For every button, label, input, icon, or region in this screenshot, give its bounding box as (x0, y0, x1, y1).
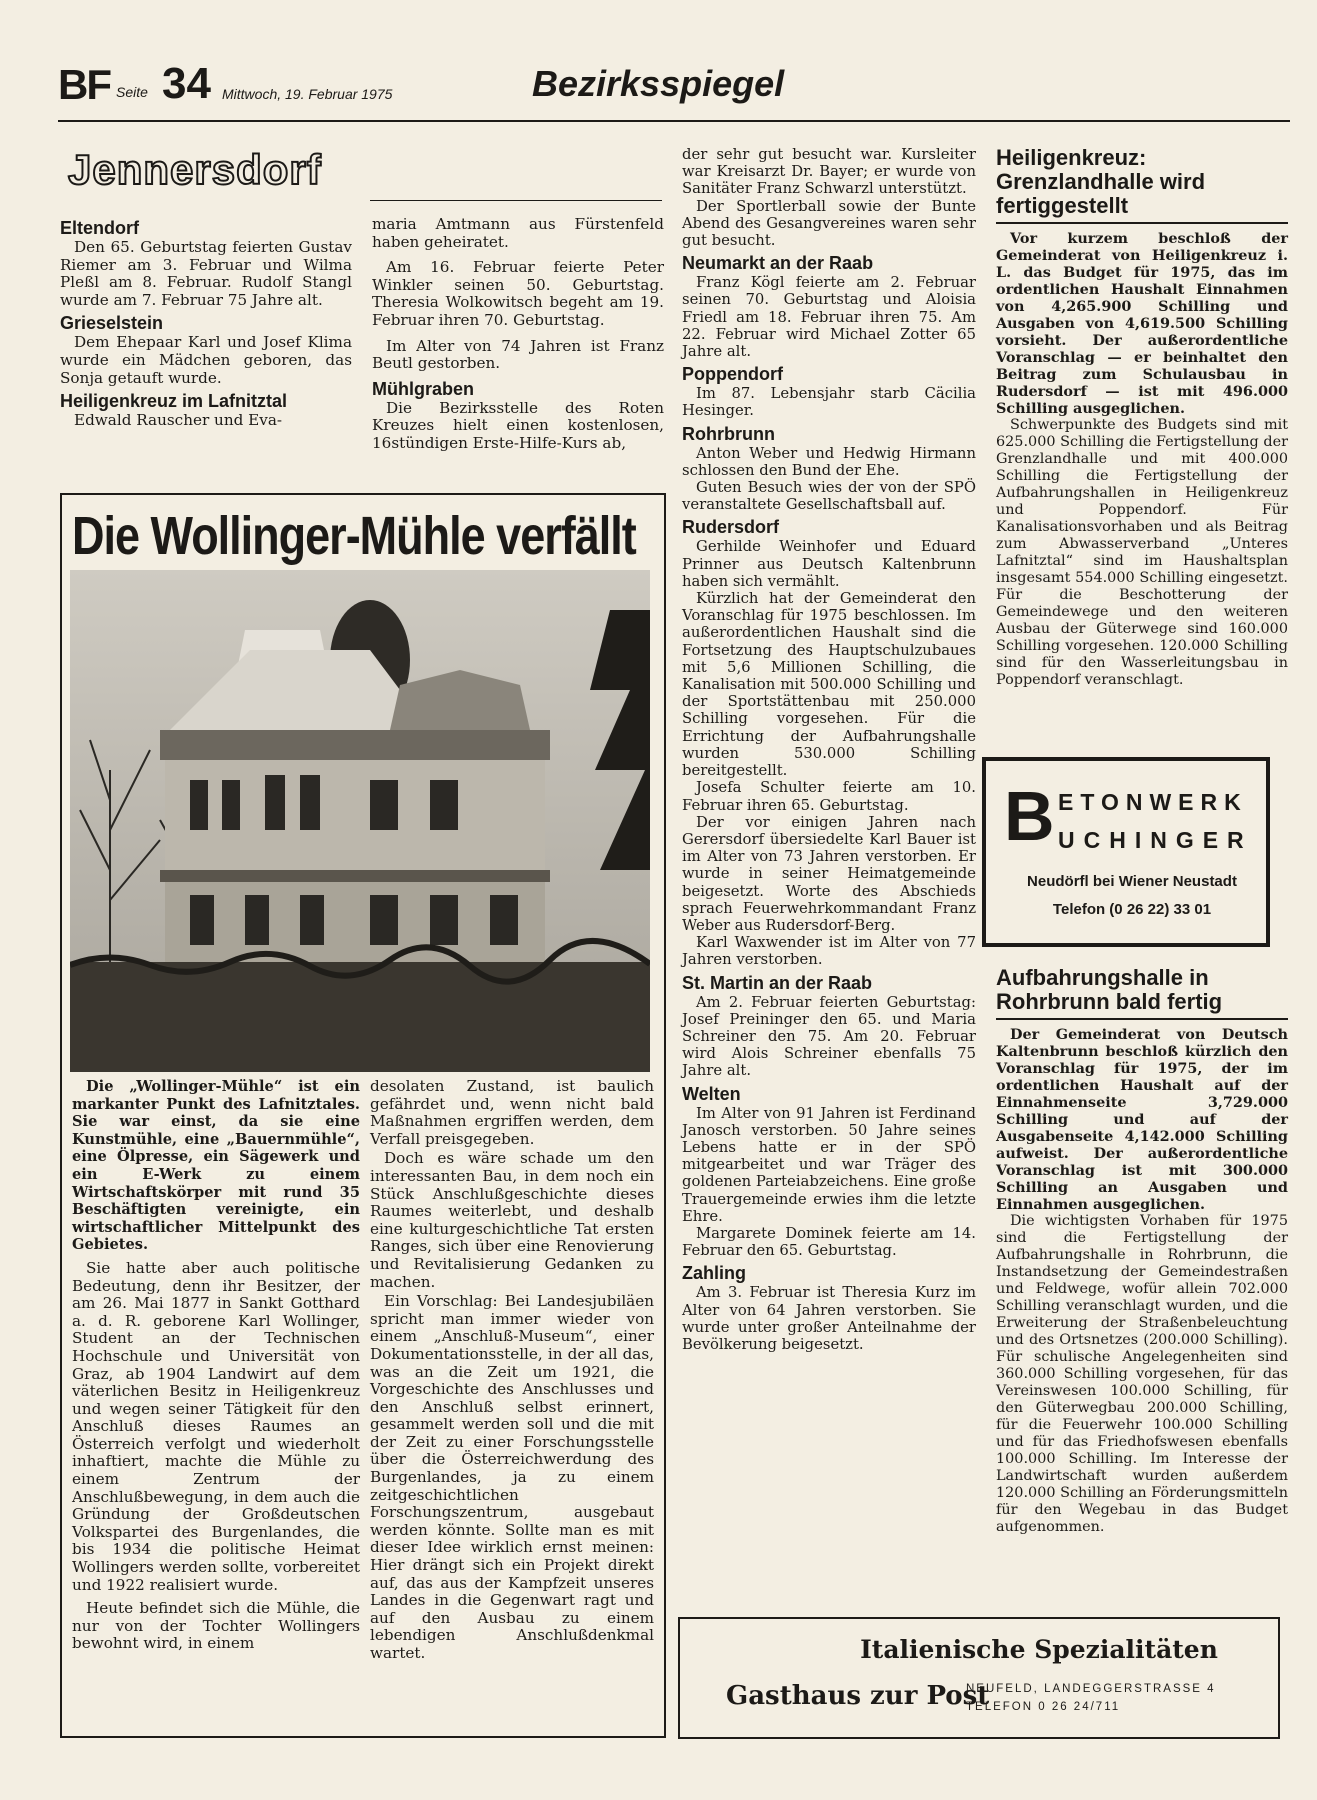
item-head: Welten (682, 1083, 741, 1104)
text: Der Sportlerball sowie der Bunte Abend des Gesangvereines waren sehr gut besucht. (682, 197, 976, 250)
item-text: Kürzlich hat der Gemeinderat den Voranschlag für 1975 beschlossen. Im außerordentlichen Haushalt sind die Fortsetzung des Hauptschulzubaues mit 5,6 Millionen Schilling, die Kanalisation mit 500.000 Schilling und der Sportstättenbau mit 250.000 Schilling vorgesehen. Für die Errichtung der Aufbahrungshalle wurden 530.000 Schilling bereitgestellt. (682, 590, 976, 780)
text: maria Amtmann aus Fürstenfeld haben geheiratet. (372, 215, 664, 251)
feature-column-1 (72, 1078, 360, 1653)
ad-line-1: ETONWERK (1058, 789, 1248, 815)
story-title: Aufbahrungshalle in Rohrbrunn bald fertig (996, 965, 1223, 1014)
item-head: Zahling (682, 1263, 746, 1284)
item-text: Am 2. Februar feierten Geburtstag: Josef Preininger den 65. und Maria Schreiner den 75. Am 20. Februar wird Alois Schreiner ebenfalls 75 Jahre alt. (682, 993, 976, 1080)
section-title: Bezirksspiegel (532, 63, 785, 104)
issue-date: Mittwoch, 19. Februar 1975 (222, 86, 393, 102)
item-text: Gerhilde Weinhofer und Eduard Prinner aus Deutsch Kaltenbrunn haben sich vermählt. (682, 538, 976, 590)
ad-address: NEUFELD, LANDEGGERSTRASSE 4 (966, 1683, 1216, 1695)
item-text: Josefa Schulter feierte am 10. Februar ihren 65. Geburtstag. (682, 779, 976, 814)
item-text: Den 65. Geburtstag feierten Gustav Riemer am 3. Februar und Wilma Pleßl am 8. Februar. Rudolf Stangl wurde am 7. Februar 75 Jahre alt. (60, 238, 352, 309)
story-text: Schwerpunkte des Budgets sind mit 625.000 Schilling die Fertigstellung der Grenzlandhalle und mit 400.000 Schilling die Fertigstellung der Aufbahrungshallen in Heiligenkreuz und Poppendorf. Für Kanalisationsvorhaben und als Beitrag zum Abwasserverband „Unteres Lafnitztal“ sind im Haushaltsplan insgesamt 554.000 Schilling eingesetzt. Für die Beschotterung der Gemeindewege und den weiteren Ausbau der Güterwege sind 160.000 Schilling vorgesehen. 120.000 Schilling sind für den Wasserleitungsbau in Poppendorf veranschlagt. (996, 417, 1288, 688)
feature-column-2 (370, 1078, 654, 1663)
story-lead: Vor kurzem beschloß der Gemeinderat von Heiligenkreuz i. L. das Budget für 1975, das im ordentlichen Haushalt Einnahmen von 4,265.900 Schilling und Ausgaben von 4,619.500 Schilling vorsieht. Der außerordentliche Voranschlag — er beinhaltet den Beitrag zum Schulausbau in Rudersdorf — ist mit 496.000 Schilling ausgeglichen. (996, 230, 1288, 417)
ad-line-2: UCHINGER (1058, 827, 1253, 853)
page-number: 34 (162, 59, 211, 108)
story-lead: Der Gemeinderat von Deutsch Kaltenbrunn beschloß kürzlich den Voranschlag für 1975, der im ordentlichen Haushalt auf der Einnahmenseite 3,729.000 Schilling und auf der Ausgabenseite 4,142.000 Schilling aufweist. Der außerordentliche Voranschlag ist mit 300.000 Schilling an Ausgaben und Einnahmen ausgeglichen. (996, 1026, 1288, 1213)
feature-title: Die Wollinger-Mühle verfällt (72, 504, 636, 566)
item-head: Mühlgraben (372, 378, 474, 399)
item-text: Karl Waxwender ist im Alter von 77 Jahren verstorben. (682, 934, 976, 969)
item-head: Eltendorf (60, 218, 139, 238)
item-head: St. Martin an der Raab (682, 972, 873, 993)
item-head: Poppendorf (682, 364, 783, 385)
item-text: Guten Besuch wies der von der SPÖ veranstaltete Gesellschaftsball auf. (682, 479, 976, 514)
item-text: Der vor einigen Jahren nach Gerersdorf übersiedelte Karl Bauer ist im Alter von 73 Jahren verstorben. Er wurde in seiner Heimatgemeinde beigesetzt. Worte des Abschieds sprach Feuerwehrkommandant Franz Weber aus Rudersdorf-Berg. (682, 813, 976, 934)
feature-text: Heute befindet sich die Mühle, die nur von der Tochter Wollingers bewohnt wird, in einem (72, 1599, 360, 1653)
item-text: Franz Kögl feierte am 2. Februar seinen 70. Geburtstag und Aloisia Friedl am 18. Februar ihren 75. Am 22. Februar wird Michael Zotter 65 Jahre alt. (682, 274, 976, 361)
text: der sehr gut besucht war. Kursleiter war Kreisarzt Dr. Bayer; er wurde von Sanitäter Franz Schwarzl unterstützt. (682, 146, 976, 198)
story-rule (996, 1018, 1288, 1020)
ad-name: Gasthaus zur Post (726, 1681, 990, 1711)
item-head: Neumarkt an der Raab (682, 253, 874, 274)
item-head: Rudersdorf (682, 517, 780, 538)
betonwerk-ad (982, 757, 1270, 947)
item-text: Edwald Rauscher und Eva- (74, 411, 283, 430)
item-head: Grieselstein (60, 313, 164, 334)
feature-text: Ein Vorschlag: Bei Landesjubiläen spricht man immer wieder von einem „Anschluß-Museum“, einer Dokumentationsstelle, in der all das, was an die Zeit um 1921, die Vorgeschichte des Anschlusses und den Anschluß selbst erinnert, gesammelt werden soll und die mit der Zeit zu einer Forschungsstelle über die Österreichwerdung des Burgenlandes, ja zu einem zeitgeschichtlichen Forschungszentrum, ausgebaut werden könnte. Sollte man es mit dieser Idee wirklich ernst meinen: Hier drängt sich ein Projekt direkt auf, das aus der Kampfzeit unseres Landes in die Gegenwart ragt und auf den Ausbau zu einem lebendigen Anschlußdenkmal wartet. (370, 1292, 654, 1662)
item-text: Margarete Dominek feierte am 14. Februar den 65. Geburtstag. (682, 1224, 976, 1260)
column-1 (60, 214, 352, 430)
column-4 (996, 146, 1288, 689)
gasthaus-ad (678, 1617, 1280, 1739)
feature-text: desolaten Zustand, ist baulich gefährdet und, wenn nicht bald Maßnahmen ergriffen werden, dem Verfall preisgegeben. (370, 1077, 654, 1148)
item-head: Rohrbrunn (682, 423, 775, 444)
feature-text: Doch es wäre schade um den interessanten Bau, in dem noch ein Stück Anschlußgeschichte dieses Raumes weiterlebt, und deshalb eine kulturgeschichtliche Tat ersten Ranges, sich über eine Renovierung und Revitalisierung Gedanken zu machen. (370, 1149, 654, 1291)
item-text: Im 87. Lebensjahr starb Cäcilia Hesinger. (682, 385, 976, 420)
text: Im Alter von 74 Jahren ist Franz Beutl gestorben. (372, 336, 664, 373)
ad-address: Neudörfl bei Wiener Neustadt (1027, 873, 1237, 890)
story-title: Heiligenkreuz: Grenzlandhalle wird fertiggestellt (996, 145, 1206, 218)
column-3 (682, 146, 976, 1353)
column-2 (372, 214, 664, 453)
text: Am 16. Februar feierte Peter Winkler seinen 50. Geburtstag. Theresia Wolkowitsch begeht am 19. Februar ihren 70. Geburtstag. (372, 258, 664, 329)
item-text: Am 3. Februar ist Theresia Kurz im Alter von 64 Jahren verstorben. Sie wurde unter großer Anteilnahme der Bevölkerung beigesetzt. (682, 1284, 976, 1353)
feature-lead: Die „Wollinger-Mühle“ ist ein markanter Punkt des Lafnitztales. Sie war einst, da sie eine Kunstmühle, eine „Bauernmühle“, eine Ölpresse, ein Sägewerk und ein E-Werk zu einem Wirtschaftskörper mit rund 35 Beschäftigten vereinigte, ein wirtschaftlicher Mittelpunkt des Gebietes. (72, 1078, 360, 1254)
ad-phone: TELEFON 0 26 24/711 (966, 1701, 1121, 1713)
page-label: Seite (116, 84, 148, 100)
ad-initial: B (1004, 777, 1055, 855)
logo: BF (58, 61, 110, 108)
district-rule (370, 200, 662, 201)
column-4b (996, 966, 1288, 1536)
district-heading: Jennersdorf (68, 146, 322, 193)
ad-headline: Italienische Spezialitäten (860, 1635, 1218, 1664)
masthead (58, 60, 1290, 124)
ad-phone: Telefon (0 26 22) 33 01 (1052, 901, 1212, 918)
mill-photo (70, 570, 650, 1072)
item-text: Im Alter von 91 Jahren ist Ferdinand Janosch verstorben. 50 Jahre seines Lebens hatte er in der SPÖ mitgearbeitet und war Träger des goldenen Parteiabzeichens. Eine große Trauergemeinde erwies ihm die letzte Ehre. (682, 1104, 976, 1225)
story-text: Die wichtigsten Vorhaben für 1975 sind die Fertigstellung der Aufbahrungshalle in Rohrbrunn, die Instandsetzung der Gemeindestraßen und Feldwege, wofür allein 702.000 Schilling veranschlagt wurden, und die Erweiterung der Straßenbeleuchtung und des Ortsnetzes (200.000 Schilling). Für schulische Angelegenheiten sind 360.000 Schilling vorgesehen, für das Vereinswesen 100.000 Schilling, für den Güterwegbau 200.000 Schilling, für die Feuerwehr 100.000 Schilling und für das Friedhofswesen ebenfalls 100.000 Schilling. Im Interesse der Landwirtschaft wurden außerdem 120.000 Schilling an Förderungsmitteln für den Wegebau in das Budget aufgenommen. (996, 1213, 1288, 1535)
item-text: Die Bezirksstelle des Roten Kreuzes hielt einen kostenlosen, 16stündigen Erste-Hilfe-Kurs ab, (372, 398, 664, 452)
story-rule (996, 222, 1288, 224)
item-text: Dem Ehepaar Karl und Josef Klima wurde ein Mädchen geboren, das Sonja getauft wurde. (60, 333, 352, 387)
mill-photo-drawing (70, 570, 650, 1072)
item-text: Anton Weber und Hedwig Hirmann schlossen den Bund der Ehe. (682, 444, 976, 479)
feature-text: Sie hatte aber auch politische Bedeutung, denn ihr Besitzer, der am 26. Mai 1877 in Sankt Gotthard a. d. R. geborene Karl Wollinger, Student an der Technischen Hochschule und Universität von Graz, ab 1904 Landwirt auf dem väterlichen Besitz in Heiligenkreuz und wegen seiner Tätigkeit für den Anschluß dieses Raumes an Österreich verfolgt und wiederholt inhaftiert, machte die Mühle zu einem Zentrum der Anschlußbewegung, in dem auch die Gründung der Großdeutschen Volkspartei des Burgenlandes, die bis 1934 die politische Heimat Wollingers werden sollte, vorbereitet und 1922 realisiert wurde. (72, 1258, 360, 1594)
masthead-rule (58, 120, 1290, 122)
item-head: Heiligenkreuz im Lafnitztal (60, 391, 288, 412)
